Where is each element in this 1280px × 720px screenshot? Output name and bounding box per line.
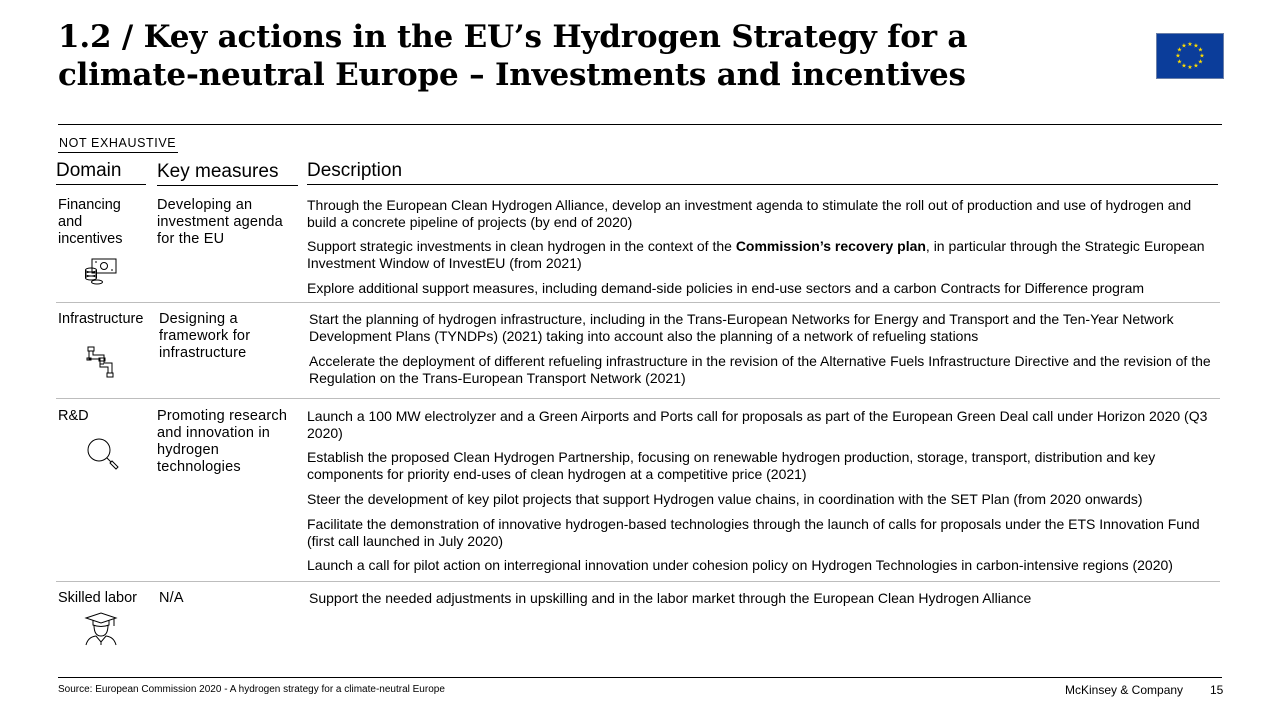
not-exhaustive-tag: NOT EXHAUSTIVE [58, 136, 178, 153]
title-divider [58, 124, 1222, 125]
svg-text:★: ★ [1181, 62, 1187, 70]
description-item: Facilitate the demonstration of innovative hydrogen-based technologies through the launch of calls for proposals under the ETS Innovation Fund (first call launched in July 2020) [307, 516, 1200, 549]
description-item: Support the needed adjustments in upskilling and in the labor market through the European Clean Hydrogen Alliance [309, 590, 1032, 606]
eu-flag-icon [1156, 33, 1224, 79]
source-note: Source: European Commission 2020 - A hydrogen strategy for a climate-neutral Europe [58, 684, 445, 695]
domain-skilled-labor: Skilled labor [58, 590, 137, 606]
brand-label: McKinsey & Company [1065, 683, 1184, 697]
domain-financing: Financing and incentives [58, 197, 123, 247]
measure-research-innovation: Promoting research and innovation in hydrogen technologies [157, 408, 288, 475]
svg-text:★: ★ [1199, 52, 1205, 60]
svg-text:★: ★ [1197, 58, 1204, 66]
svg-text:★: ★ [1197, 46, 1204, 54]
graduate-icon [84, 612, 118, 651]
domain-rnd: R&D [58, 408, 89, 424]
description-item: Launch a 100 MW electrolyzer and a Green Airports and Ports call for proposals as part of the European Green Deal call under Horizon 2020 (Q3 2020) [307, 408, 1208, 441]
description-item: Steer the development of key pilot projects that support Hydrogen value chains, in coordination with the SET Plan (from 2020 onwards) [307, 491, 1143, 507]
money-icon [84, 257, 118, 290]
svg-text:★: ★ [1193, 42, 1199, 50]
row-divider [56, 581, 1220, 582]
svg-text:★: ★ [1187, 41, 1193, 48]
column-header-domain: Domain [56, 160, 146, 185]
column-header-description: Description [307, 160, 1218, 185]
description-item: Support strategic investments in clean hydrogen in the context of the Commission’s recovery plan, in particular through the Strategic European Investment Window of InvestEU (from 2021) [307, 238, 1205, 271]
svg-text:★: ★ [1176, 58, 1183, 66]
svg-text:★: ★ [1176, 46, 1183, 54]
page-number: 15 [1210, 683, 1224, 697]
svg-text:★: ★ [1181, 42, 1187, 50]
svg-text:★: ★ [1193, 62, 1199, 70]
description-item: Start the planning of hydrogen infrastructure, including in the Trans-European Networks for Energy and Transport and the Ten-Year Network Development Plans (TYNDPs) (2021) taking into account also the planning of a network of refueling stations [309, 311, 1174, 344]
row-divider [56, 398, 1220, 399]
description-item: Through the European Clean Hydrogen Alliance, develop an investment agenda to stimulate the roll out of production and use of hydrogen and build a concrete pipeline of projects (by end of 2020) [307, 197, 1192, 230]
domain-infrastructure: Infrastructure [58, 311, 144, 327]
page-title: 1.2 / Key actions in the EU’s Hydrogen Strategy for a climate-neutral Europe – Investments and incentives [58, 19, 968, 93]
measure-investment-agenda: Developing an investment agenda for the EU [157, 197, 283, 247]
description-item: Launch a call for pilot action on interregional innovation under cohesion policy on Hydrogen Technologies in carbon-intensive regions (2020) [307, 557, 1173, 573]
description-item: Establish the proposed Clean Hydrogen Partnership, focusing on renewable hydrogen production, storage, transport, distribution and key components for priority end-uses of clean hydrogen at a competitive price (2021) [307, 449, 1156, 482]
description-item: Explore additional support measures, including demand-side policies in end-use sectors and a carbon Contracts for Difference program [307, 280, 1145, 296]
svg-text:★: ★ [1187, 64, 1193, 71]
description-item: Accelerate the deployment of different refueling infrastructure in the revision of the Alternative Fuels Infrastructure Directive and the revision of the Regulation on the Trans-European Transport Network (2021) [309, 353, 1211, 386]
pipe-icon [86, 345, 120, 384]
magnifier-icon [85, 436, 121, 477]
row-divider [56, 302, 1220, 303]
footer-divider [58, 677, 1222, 678]
measure-na: N/A [159, 590, 184, 606]
measure-infrastructure-framework: Designing a framework for infrastructure [159, 311, 251, 361]
svg-text:★: ★ [1175, 52, 1181, 60]
column-header-key-measures: Key measures [157, 161, 298, 186]
